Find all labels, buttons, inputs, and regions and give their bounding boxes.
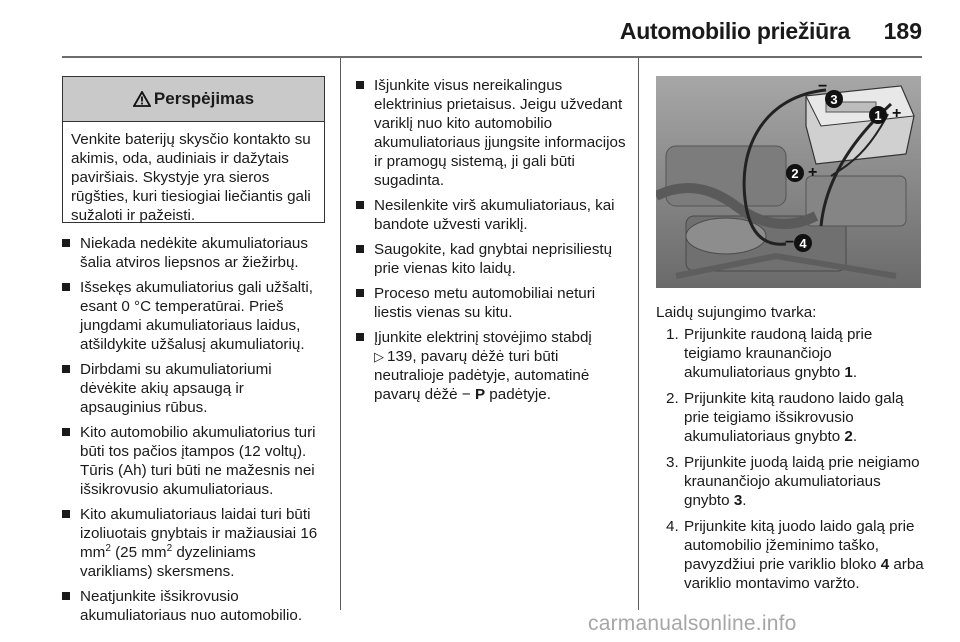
column-2 <box>356 76 628 410</box>
bullet-icon <box>356 201 364 209</box>
bullet-icon <box>62 365 70 373</box>
list-item: Kito automobilio akumuliatorius turi būti tos pačios įtampos (12 voltų). Tūris (Ah) turi būti ne mažesnis nei išsikrovusio akumuliatoriaus. <box>62 423 328 499</box>
svg-text:−: − <box>785 234 795 251</box>
header-divider <box>62 56 922 58</box>
bullet-icon <box>356 333 364 341</box>
warning-header <box>63 77 324 122</box>
bullet-icon <box>62 428 70 436</box>
connection-steps <box>656 325 924 600</box>
watermark: carmanualsonline.info <box>588 612 797 635</box>
warning-title: Perspėjimas <box>153 89 255 108</box>
steps-intro: Laidų sujungimo tvarka: <box>656 304 817 321</box>
svg-text:+: + <box>808 164 818 181</box>
page-reference-arrow-icon: ▷ <box>374 349 384 364</box>
bullet-icon <box>356 81 364 89</box>
step-item: 4. Prijunkite kitą juodo laido galą prie automobilio įžeminimo taško, pavyzdžiui prie variklio bloko 4 arba variklio montavimo varžto. <box>666 518 924 592</box>
svg-text:4: 4 <box>799 236 807 251</box>
bullet-icon <box>62 510 70 518</box>
list-item: Niekada nedėkite akumuliatoriaus šalia atviros liepsnos ar žiežirbų. <box>62 234 328 272</box>
column-divider-1 <box>340 58 341 610</box>
terminal-4-label <box>785 234 812 252</box>
list-item: Neatjunkite išsikrovusio akumuliatoriaus nuo automobilio. <box>62 587 328 625</box>
bullet-icon <box>62 283 70 291</box>
svg-text:+: + <box>892 105 902 122</box>
svg-text:3: 3 <box>830 92 838 107</box>
warning-box <box>62 76 325 223</box>
step-item: 3. Prijunkite juodą laidą prie neigiamo kraunančiojo akumuliatoriaus gnybto 3. <box>666 454 920 509</box>
list-item: Išsekęs akumuliatorius gali užšalti, esant 0 °C temperatūrai. Prieš jungdami akumuliatoriaus laidus, atšildykite užšalusį akumuliatorių. <box>62 278 328 354</box>
warning-triangle-icon <box>133 91 151 107</box>
step-item: 2. Prijunkite kitą raudono laido galą prie teigiamo išsikrovusio akumuliatoriaus gnybto 2. <box>666 390 904 445</box>
bullet-icon <box>356 289 364 297</box>
svg-text:2: 2 <box>791 166 799 181</box>
svg-text:1: 1 <box>874 108 882 123</box>
list-item-parking-brake: Įjunkite elektrinį stovėjimo stabdį ▷ 139, pavarų dėžė turi būti neutralioje padėtyje, automatinė pavarų dėžė − P padėtyje. <box>356 328 628 404</box>
step-item: 1. Prijunkite raudoną laidą prie teigiamo kraunančiojo akumuliatoriaus gnybto 1. <box>666 326 873 381</box>
page-header-title: Automobilio priežiūra <box>619 18 850 44</box>
bullet-icon <box>62 592 70 600</box>
engine-bay-image <box>656 76 921 288</box>
list-item: Nesilenkite virš akumuliatoriaus, kai bandote užvesti variklį. <box>356 196 628 234</box>
warning-text: Venkite baterijų skysčio kontakto su akimis, oda, audiniais ir dažytais paviršiais. Skystyje yra sieros rūgšties, kuri tiesiogiai liečiantis gali sužaloti ir pažeisti. <box>71 131 311 224</box>
jump-start-illustration <box>656 76 921 288</box>
list-item: Dirbdami su akumuliatoriumi dėvėkite akių apsaugą ir apsauginius rūbus. <box>62 360 328 417</box>
list-item: Proceso metu automobiliai neturi liestis vienas su kitu. <box>356 284 628 322</box>
page-number: 189 <box>883 18 922 44</box>
list-item: Išjunkite visus nereikalingus elektrinius prietaisus. Jeigu užvedant variklį nuo kito automobilio akumuliatoriaus įjungsite informacijos ir pramogų sistemą, ji gali būti sugadinta. <box>356 76 628 190</box>
list-item: Saugokite, kad gnybtai neprisiliestų prie vienas kito laidų. <box>356 240 628 278</box>
column-divider-2 <box>638 58 639 610</box>
page-reference[interactable]: 139 <box>387 348 413 365</box>
column-1 <box>62 234 328 631</box>
svg-text:−: − <box>818 78 828 95</box>
list-item-cable-size: Kito akumuliatoriaus laidai turi būti izoliuotais gnybtais ir mažiausiai 16 $mm^2$ (25 $mm^2$ dyzeliniams varikliams) skersmens. <box>62 505 328 581</box>
bullet-icon <box>62 239 70 247</box>
bullet-icon <box>356 245 364 253</box>
